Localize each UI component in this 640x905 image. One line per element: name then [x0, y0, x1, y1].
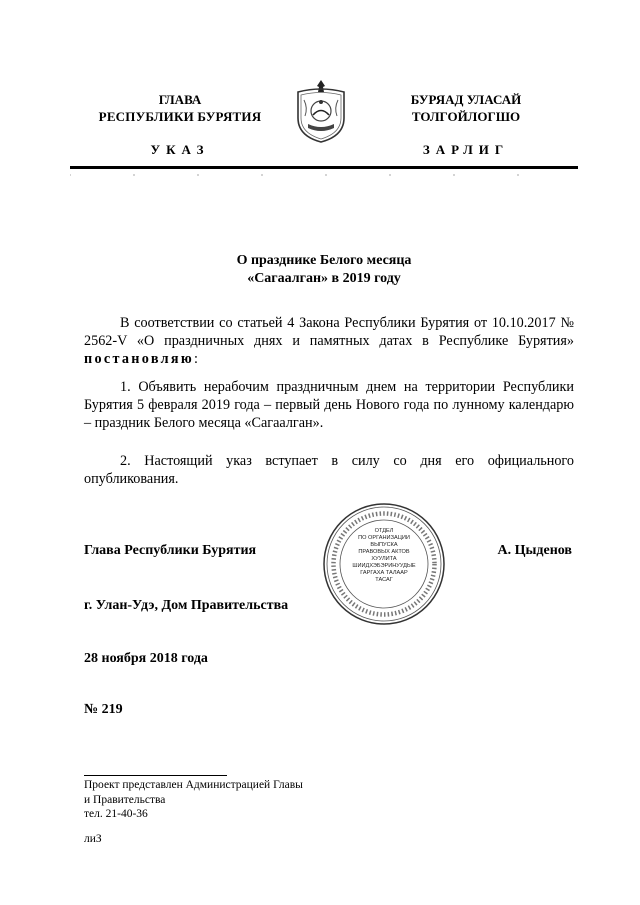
signatory-name: А. Цыденов: [497, 543, 572, 558]
footer-rule: [84, 775, 227, 776]
stamp-line5: ХУУЛИТА: [371, 556, 397, 562]
header-dotted-rule: [70, 173, 578, 177]
signing-place: г. Улан-Удэ, Дом Правительства: [84, 598, 289, 613]
footer-note: [84, 778, 303, 822]
header-left-line1: ГЛАВА: [158, 92, 202, 107]
header-right: [366, 91, 566, 125]
stamp-line8: ТАСАГ: [375, 577, 393, 583]
preamble-paragraph: [84, 314, 574, 368]
resolve-word: постановляю: [84, 351, 194, 367]
stamp-line3: ВЫПУСКА: [370, 542, 398, 548]
decree-number: № 219: [84, 702, 123, 717]
header-left-line2: РЕСПУБЛИКИ БУРЯТИЯ: [98, 109, 262, 124]
official-stamp: [322, 502, 446, 626]
footer-line1: Проект представлен Администрацией Главы: [84, 779, 303, 791]
header-left: [80, 91, 280, 125]
clause-2-paragraph: 2. Настоящий указ вступает в силу со дня его официального опубликования.: [84, 453, 574, 487]
decree-title: [70, 252, 578, 288]
signing-date: 28 ноября 2018 года: [84, 651, 208, 666]
stamp-line2: ПО ОРГАНИЗАЦИИ: [358, 535, 410, 541]
header-right-line1: БУРЯАД УЛАСАЙ: [410, 92, 522, 107]
header-right-line2: ТОЛГОЙЛОГШО: [411, 109, 521, 124]
preamble-end: :: [193, 351, 198, 367]
stamp-line6: ШИИДХЭБЭРИНУУДЫЕ: [352, 563, 416, 569]
decree-label-right: ЗАРЛИГ: [422, 142, 510, 157]
coat-of-arms-emblem: [294, 78, 348, 144]
stamp-line7: ГАРГАХА ТАЛААР: [360, 570, 408, 576]
decree-label-left: УКАЗ: [150, 142, 210, 157]
footer-line3: тел. 21-40-36: [84, 808, 148, 820]
footer-line2: и Правительства: [84, 793, 166, 806]
stamp-line1: ОТДЕЛ: [374, 528, 394, 534]
footer-code: лиЗ: [84, 833, 102, 845]
preamble-text: В соответствии со статьей 4 Закона Республики Бурятия от 10.10.2017 № 2562-V «О праздничных днях и памятных датах в Республике Бурятия»: [84, 315, 574, 349]
clause-1-paragraph: 1. Объявить нерабочим праздничным днем на территории Республики Бурятия 5 февраля 2019 года – первый день Нового года по лунному календарю – праздник Белого месяца «Сагаалган».: [84, 379, 574, 431]
header-rule: [70, 166, 578, 169]
decree-title-line2: «Сагаалган» в 2019 году: [247, 271, 401, 286]
decree-title-line1: О празднике Белого месяца: [236, 253, 412, 268]
stamp-line4: ПРАВОВЫХ АКТОВ: [358, 549, 410, 555]
signatory-title: Глава Республики Бурятия: [84, 543, 257, 558]
